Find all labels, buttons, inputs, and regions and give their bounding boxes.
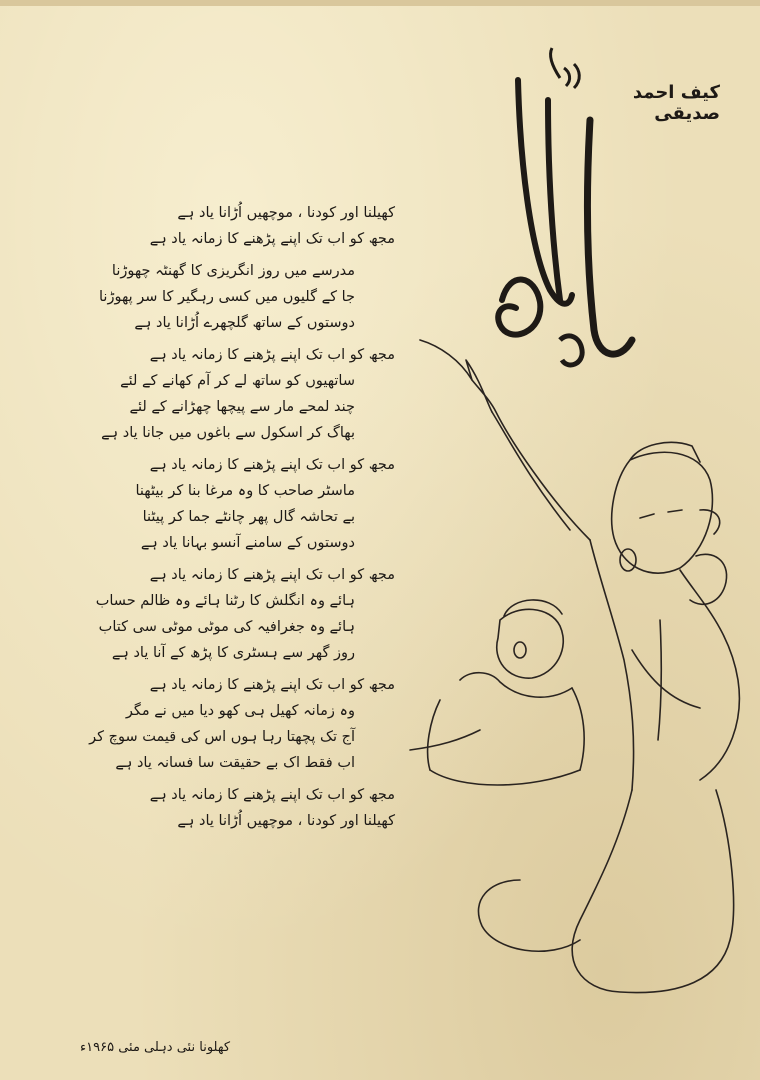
poem-line: مدرسے میں روز انگریزی کا گھنٹہ چھوڑنا (111, 263, 355, 279)
poem-line: بے تحاشہ گال پھر چانٹے جما کر پیٹنا (142, 509, 355, 525)
stanza (89, 672, 395, 776)
poem-line: ماسٹر صاحب کا وہ مرغا بنا کر بیٹھنا (135, 483, 355, 499)
poem-line: مجھ کو اب تک اپنے پڑھنے کا زمانہ یاد ہے (149, 677, 395, 693)
poem-line: مجھ کو اب تک اپنے پڑھنے کا زمانہ یاد ہے (149, 457, 395, 473)
poem-line: کھیلنا اور کودنا ، موچھیں اُڑانا یاد ہے (177, 205, 395, 221)
poem (89, 200, 395, 840)
author-name: کیف احمد صدیقی (632, 82, 720, 124)
qawwali-singers-illustration (400, 320, 760, 1010)
poem-line: روز گھر سے ہسٹری کا پڑھ کے آنا یاد ہے (111, 645, 355, 661)
poem-line: چند لمحے مار سے پیچھا چھڑانے کے لئے (129, 399, 355, 415)
stanza (95, 782, 395, 834)
poem-line: ہائے وہ جغرافیہ کی موٹی موٹی سی کتاب (98, 619, 355, 635)
poem-line: جا کے گلیوں میں کسی رہگیر کا سر پھوڑنا (99, 289, 355, 305)
stanza (95, 200, 395, 252)
title-text-hidden: قوالی (490, 40, 493, 41)
poem-line: ساتھیوں کو ساتھ لے کر آم کھانے کے لئے (120, 373, 355, 389)
poem-line: دوستوں کے سامنے آنسو بہانا یاد ہے (140, 535, 355, 551)
poem-line: مجھ کو اب تک اپنے پڑھنے کا زمانہ یاد ہے (149, 787, 395, 803)
poem-line: مجھ کو اب تک اپنے پڑھنے کا زمانہ یاد ہے (149, 567, 395, 583)
stanza (95, 452, 395, 556)
poem-line: مجھ کو اب تک اپنے پڑھنے کا زمانہ یاد ہے (149, 231, 395, 247)
page-edge (0, 0, 760, 6)
poem-line: ہائے وہ انگلش کا رٹنا ہائے وہ ظالم حساب (95, 593, 355, 609)
stanza (95, 342, 395, 446)
poem-line: اب فقط اک بے حقیقت سا فسانہ یاد ہے (115, 755, 355, 771)
poem-line: دوستوں کے ساتھ گلچھرے اُڑانا یاد ہے (134, 315, 355, 331)
poem-line: مجھ کو اب تک اپنے پڑھنے کا زمانہ یاد ہے (149, 347, 395, 363)
poem-line: کھیلنا اور کودنا ، موچھیں اُڑانا یاد ہے (177, 813, 395, 829)
stanza (95, 562, 395, 666)
poem-line: بھاگ کر اسکول سے باغوں میں جانا یاد ہے (101, 425, 355, 441)
publication-footer: کھلونا نئی دہلی مئی ۱۹۶۵ء (80, 1040, 231, 1055)
poem-line: آج تک پچھتا رہا ہوں اس کی قیمت سوچ کر (89, 729, 355, 745)
poem-line: وہ زمانہ کھیل ہی کھو دیا میں نے مگر (125, 703, 355, 719)
stanza (95, 258, 395, 336)
